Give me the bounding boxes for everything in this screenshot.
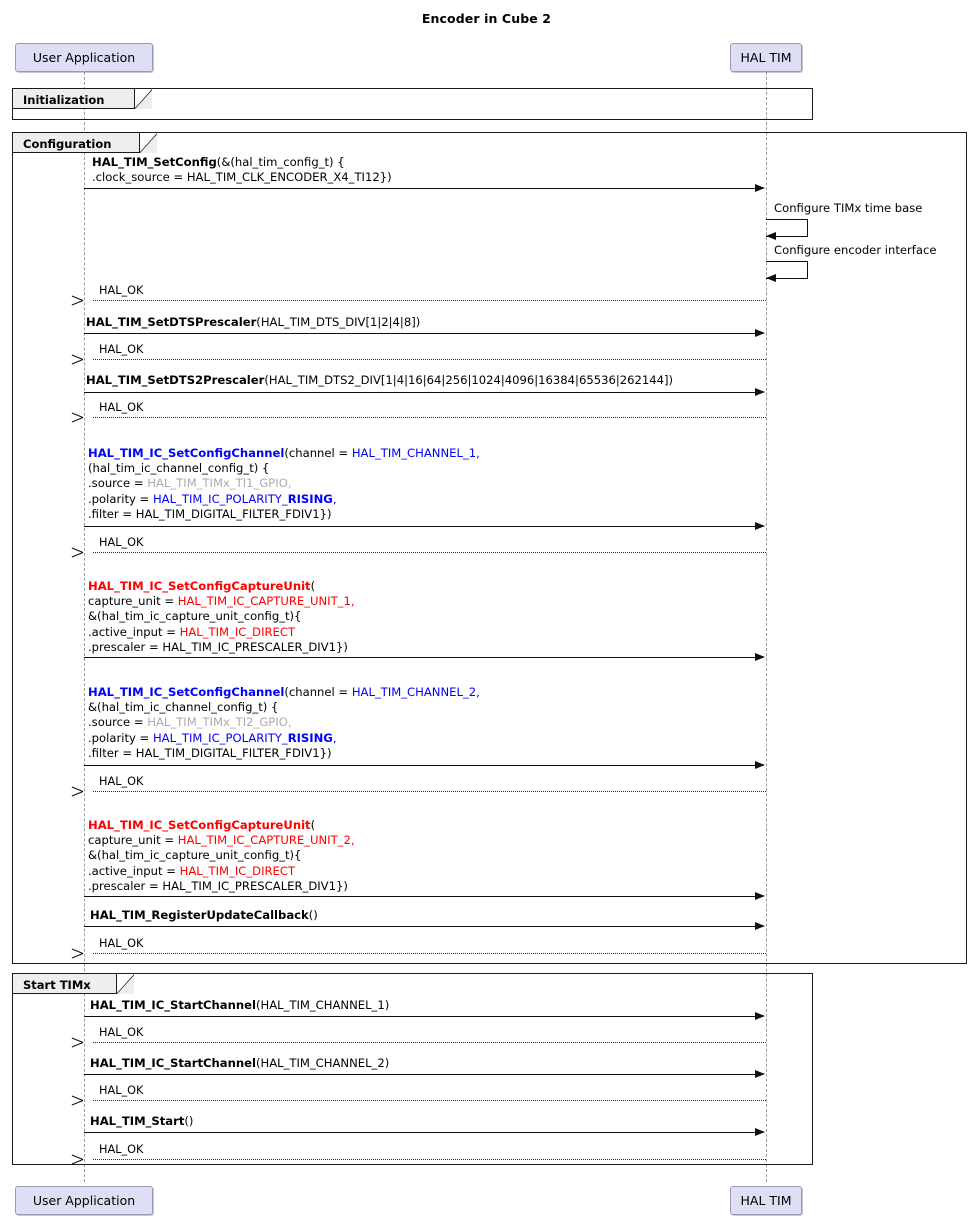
arrowhead-right [755, 761, 765, 769]
return-hal-ok-line [93, 1042, 766, 1043]
message-line: .source = HAL_TIM_TIMx_TI1_GPIO, [88, 476, 292, 491]
return-hal-ok-text: HAL_OK [99, 1084, 144, 1097]
arrowhead-right [755, 522, 765, 530]
arrowhead-left-open [83, 1154, 94, 1165]
participant-label: User Application [32, 50, 136, 65]
participant-label: User Application [32, 1193, 136, 1208]
arrowhead-right [755, 388, 765, 396]
message-hal-tim-ic-setconfigchannel-2-text [88, 685, 480, 761]
return-hal-ok-text: HAL_OK [99, 343, 144, 356]
message-line: .filter = HAL_TIM_DIGITAL_FILTER_FDIV1}) [88, 506, 332, 521]
participant-hal-tim-header[interactable] [730, 43, 802, 72]
frame-configuration-label: Configuration [23, 137, 112, 151]
arrowhead-left-open [83, 786, 94, 797]
message-line: .prescaler = HAL_TIM_IC_PRESCALER_DIV1}) [88, 878, 348, 893]
return-hal-ok-text: HAL_OK [99, 1026, 144, 1039]
message-line: capture_unit = HAL_TIM_IC_CAPTURE_UNIT_1, [88, 594, 355, 609]
return-hal-ok-text: HAL_OK [99, 284, 144, 297]
message-line: .prescaler = HAL_TIM_IC_PRESCALER_DIV1}) [88, 639, 348, 654]
return-hal-ok-line [93, 552, 766, 553]
message-line: HAL_TIM_IC_SetConfigChannel(channel = HAL_TIM_CHANNEL_2, [88, 685, 480, 699]
message-line: HAL_TIM_SetConfig(&(hal_tim_config_t) { [92, 155, 345, 169]
return-hal-ok-text: HAL_OK [99, 937, 144, 950]
return-hal-ok-text: HAL_OK [99, 401, 144, 414]
arrowhead-left [766, 274, 776, 282]
self-message-configure-encoder-interface-label: Configure encoder interface [774, 243, 937, 257]
message-line: HAL_TIM_SetDTSPrescaler(HAL_TIM_DTS_DIV[1|2|4|8]) [86, 315, 421, 329]
arrowhead-right [755, 184, 765, 192]
message-hal-tim-setconfig-text [92, 155, 392, 185]
message-hal-tim-ic-startchannel-1-arrow [84, 1016, 756, 1017]
message-hal-tim-setdtsprescaler-text [86, 315, 420, 330]
self-message-configure-timx-time-base-label: Configure TIMx time base [774, 201, 923, 215]
message-line: HAL_TIM_IC_StartChannel(HAL_TIM_CHANNEL_2) [90, 1056, 390, 1070]
message-line: .clock_source = HAL_TIM_CLK_ENCODER_X4_TI12}) [92, 170, 392, 185]
message-hal-tim-ic-startchannel-2-arrow [84, 1074, 756, 1075]
message-hal-tim-ic-setconfigcaptureunit-1-arrow [84, 657, 756, 658]
arrowhead-left-open [83, 948, 94, 959]
arrowhead-left-open [83, 295, 94, 306]
message-line: .polarity = HAL_TIM_IC_POLARITY_RISING, [88, 491, 337, 506]
arrowhead-right [755, 1012, 765, 1020]
participant-user-application-header[interactable] [15, 43, 153, 72]
return-hal-ok-line [93, 953, 766, 954]
return-hal-ok-line [93, 300, 766, 301]
arrowhead-right [755, 1128, 765, 1136]
message-line: HAL_TIM_IC_SetConfigCaptureUnit( [88, 579, 316, 593]
message-hal-tim-setdtsprescaler-arrow [84, 333, 756, 334]
return-hal-ok-line [93, 1159, 766, 1160]
return-hal-ok-line [93, 1100, 766, 1101]
arrowhead-left-open [83, 354, 94, 365]
arrowhead-right [755, 653, 765, 661]
message-hal-tim-ic-startchannel-1-text [90, 998, 389, 1013]
arrowhead-left-open [83, 1095, 94, 1106]
return-hal-ok-text: HAL_OK [99, 1143, 144, 1156]
message-line: HAL_TIM_IC_SetConfigChannel(channel = HAL_TIM_CHANNEL_1, [88, 446, 480, 460]
arrowhead-left-open [83, 1037, 94, 1048]
arrowhead-right [755, 329, 765, 337]
participant-label: HAL TIM [740, 50, 792, 65]
message-line: .active_input = HAL_TIM_IC_DIRECT [88, 863, 296, 878]
arrowhead-left [766, 232, 776, 240]
message-line: .source = HAL_TIM_TIMx_TI2_GPIO, [88, 715, 292, 730]
participant-user-application-footer[interactable] [15, 1186, 153, 1215]
message-line: HAL_TIM_IC_SetConfigCaptureUnit( [88, 818, 316, 832]
message-line: HAL_TIM_SetDTS2Prescaler(HAL_TIM_DTS2_DIV[1|4|16|64|256|1024|4096|16384|65536|262144]) [86, 373, 674, 387]
message-hal-tim-registerupdatecallback-arrow [84, 926, 756, 927]
message-line: &(hal_tim_ic_capture_unit_config_t){ [88, 848, 302, 863]
message-line: (hal_tim_ic_channel_config_t) { [88, 461, 270, 476]
message-line: HAL_TIM_IC_StartChannel(HAL_TIM_CHANNEL_1) [90, 998, 390, 1012]
return-hal-ok-line [93, 791, 766, 792]
message-hal-tim-setdts2prescaler-arrow [84, 392, 756, 393]
return-hal-ok-text: HAL_OK [99, 775, 144, 788]
message-hal-tim-ic-setconfigcaptureunit-2-arrow [84, 896, 756, 897]
message-line: .active_input = HAL_TIM_IC_DIRECT [88, 624, 296, 639]
arrowhead-right [755, 1070, 765, 1078]
frame-start-timx-label: Start TIMx [23, 978, 91, 992]
message-line: &(hal_tim_ic_capture_unit_config_t){ [88, 609, 302, 624]
message-line: HAL_TIM_RegisterUpdateCallback() [90, 908, 318, 922]
arrowhead-left-open [83, 412, 94, 423]
return-hal-ok-line [93, 417, 766, 418]
message-line: HAL_TIM_Start() [90, 1114, 194, 1128]
message-line: .polarity = HAL_TIM_IC_POLARITY_RISING, [88, 730, 337, 745]
arrowhead-right [755, 922, 765, 930]
diagram-title: Encoder in Cube 2 [421, 11, 552, 26]
arrowhead-left-open [83, 547, 94, 558]
message-hal-tim-ic-setconfigchannel-2-arrow [84, 765, 756, 766]
message-hal-tim-ic-setconfigcaptureunit-1-text [88, 579, 355, 655]
message-hal-tim-registerupdatecallback-text [90, 908, 318, 923]
message-hal-tim-ic-startchannel-2-text [90, 1056, 389, 1071]
return-hal-ok-line [93, 359, 766, 360]
message-hal-tim-ic-setconfigchannel-1-arrow [84, 526, 756, 527]
message-line: capture_unit = HAL_TIM_IC_CAPTURE_UNIT_2, [88, 833, 355, 848]
return-hal-ok-text: HAL_OK [99, 536, 144, 549]
message-line: .filter = HAL_TIM_DIGITAL_FILTER_FDIV1}) [88, 745, 332, 760]
arrowhead-right [755, 892, 765, 900]
message-hal-tim-start-text [90, 1114, 193, 1129]
message-hal-tim-ic-setconfigcaptureunit-2-text [88, 818, 355, 894]
message-hal-tim-setdts2prescaler-text [86, 373, 673, 388]
message-line: &(hal_tim_ic_channel_config_t) { [88, 700, 279, 715]
message-hal-tim-start-arrow [84, 1132, 756, 1133]
frame-initialization-label: Initialization [23, 93, 105, 107]
participant-label: HAL TIM [740, 1193, 792, 1208]
participant-hal-tim-footer[interactable] [730, 1186, 802, 1215]
message-hal-tim-ic-setconfigchannel-1-text [88, 446, 480, 522]
message-hal-tim-setconfig-arrow [84, 188, 756, 189]
